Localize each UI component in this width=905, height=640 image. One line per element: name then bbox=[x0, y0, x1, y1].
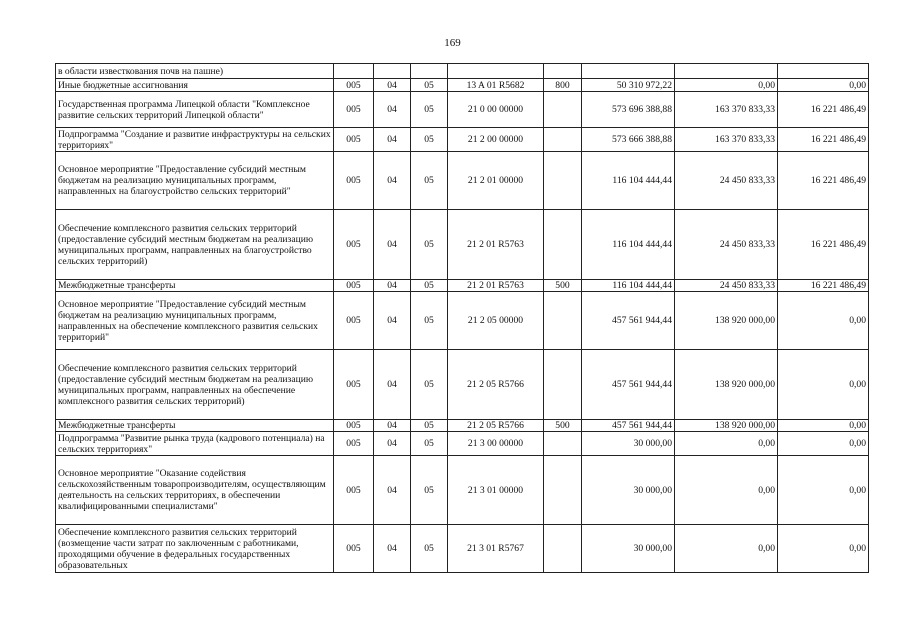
glava-code bbox=[334, 64, 374, 79]
subsection-code: 05 bbox=[411, 128, 448, 152]
amount-year-1: 116 104 444,44 bbox=[582, 152, 675, 210]
target-article-code: 21 2 01 R5763 bbox=[448, 210, 544, 280]
amount-year-2: 138 920 000,00 bbox=[675, 292, 778, 350]
target-article-code: 21 2 05 R5766 bbox=[448, 350, 544, 420]
amount-year-3: 0,00 bbox=[778, 432, 869, 456]
amount-year-3 bbox=[778, 64, 869, 79]
glava-code: 005 bbox=[334, 210, 374, 280]
expense-type-code bbox=[544, 432, 582, 456]
row-name: Обеспечение комплексного развития сельских территорий (предоставление субсидий местным бюджетам на реализацию муниципальных программ, направленных на благоустройство сельских территорий) bbox=[56, 210, 334, 280]
amount-year-3: 16 221 486,49 bbox=[778, 210, 869, 280]
table-row bbox=[56, 350, 869, 420]
amount-year-3: 16 221 486,49 bbox=[778, 280, 869, 292]
row-name: Основное мероприятие "Предоставление субсидий местным бюджетам на реализацию муниципальных программ, направленных на благоустройство сельских территорий" bbox=[56, 152, 334, 210]
amount-year-3: 0,00 bbox=[778, 79, 869, 92]
amount-year-1: 50 310 972,22 bbox=[582, 79, 675, 92]
glava-code: 005 bbox=[334, 420, 374, 432]
expense-type-code bbox=[544, 152, 582, 210]
target-article-code: 13 A 01 R5682 bbox=[448, 79, 544, 92]
section-code: 04 bbox=[374, 456, 411, 525]
expense-type-code: 500 bbox=[544, 420, 582, 432]
amount-year-1: 573 666 388,88 bbox=[582, 128, 675, 152]
row-name: Обеспечение комплексного развития сельских территорий (возмещение части затрат по заключенным с работниками, проходящими обучение в федеральных государственных образовательных bbox=[56, 525, 334, 573]
table-row bbox=[56, 128, 869, 152]
amount-year-3: 16 221 486,49 bbox=[778, 128, 869, 152]
section-code: 04 bbox=[374, 525, 411, 573]
amount-year-3: 0,00 bbox=[778, 292, 869, 350]
subsection-code: 05 bbox=[411, 525, 448, 573]
target-article-code: 21 2 01 00000 bbox=[448, 152, 544, 210]
section-code bbox=[374, 64, 411, 79]
target-article-code: 21 2 01 R5763 bbox=[448, 280, 544, 292]
table-row bbox=[56, 420, 869, 432]
amount-year-1: 457 561 944,44 bbox=[582, 292, 675, 350]
amount-year-1: 116 104 444,44 bbox=[582, 210, 675, 280]
subsection-code: 05 bbox=[411, 92, 448, 128]
table-row bbox=[56, 432, 869, 456]
amount-year-2: 0,00 bbox=[675, 456, 778, 525]
target-article-code: 21 2 05 R5766 bbox=[448, 420, 544, 432]
glava-code: 005 bbox=[334, 79, 374, 92]
amount-year-1: 116 104 444,44 bbox=[582, 280, 675, 292]
table-row bbox=[56, 292, 869, 350]
table-row bbox=[56, 152, 869, 210]
amount-year-1: 30 000,00 bbox=[582, 525, 675, 573]
subsection-code: 05 bbox=[411, 280, 448, 292]
section-code: 04 bbox=[374, 292, 411, 350]
expense-type-code bbox=[544, 525, 582, 573]
amount-year-3: 16 221 486,49 bbox=[778, 92, 869, 128]
section-code: 04 bbox=[374, 280, 411, 292]
row-name: Подпрограмма "Создание и развитие инфраструктуры на сельских территориях" bbox=[56, 128, 334, 152]
target-article-code: 21 0 00 00000 bbox=[448, 92, 544, 128]
subsection-code: 05 bbox=[411, 456, 448, 525]
expense-type-code bbox=[544, 292, 582, 350]
amount-year-3: 16 221 486,49 bbox=[778, 152, 869, 210]
section-code: 04 bbox=[374, 152, 411, 210]
expense-type-code bbox=[544, 456, 582, 525]
amount-year-3: 0,00 bbox=[778, 350, 869, 420]
glava-code: 005 bbox=[334, 128, 374, 152]
table-row bbox=[56, 210, 869, 280]
glava-code: 005 bbox=[334, 456, 374, 525]
subsection-code: 05 bbox=[411, 292, 448, 350]
subsection-code: 05 bbox=[411, 432, 448, 456]
glava-code: 005 bbox=[334, 432, 374, 456]
subsection-code: 05 bbox=[411, 79, 448, 92]
amount-year-2: 163 370 833,33 bbox=[675, 128, 778, 152]
target-article-code: 21 3 00 00000 bbox=[448, 432, 544, 456]
expense-type-code bbox=[544, 64, 582, 79]
row-name: Основное мероприятие "Оказание содействия сельскохозяйственным товаропроизводителям, осуществляющим деятельность на сельских территориях, в обеспечении квалифицированными специалистами" bbox=[56, 456, 334, 525]
row-name: Государственная программа Липецкой области "Комплексное развитие сельских территорий Липецкой области" bbox=[56, 92, 334, 128]
table-row bbox=[56, 64, 869, 79]
glava-code: 005 bbox=[334, 292, 374, 350]
expense-type-code bbox=[544, 350, 582, 420]
subsection-code: 05 bbox=[411, 210, 448, 280]
section-code: 04 bbox=[374, 128, 411, 152]
glava-code: 005 bbox=[334, 525, 374, 573]
amount-year-2: 0,00 bbox=[675, 432, 778, 456]
table-row bbox=[56, 525, 869, 573]
amount-year-2 bbox=[675, 64, 778, 79]
row-name: Межбюджетные трансферты bbox=[56, 280, 334, 292]
expense-type-code bbox=[544, 92, 582, 128]
row-name: в области известкования почв на пашне) bbox=[56, 64, 334, 79]
section-code: 04 bbox=[374, 432, 411, 456]
page-number: 169 bbox=[444, 37, 461, 49]
subsection-code: 05 bbox=[411, 152, 448, 210]
amount-year-3: 0,00 bbox=[778, 525, 869, 573]
amount-year-1 bbox=[582, 64, 675, 79]
amount-year-2: 0,00 bbox=[675, 79, 778, 92]
subsection-code bbox=[411, 64, 448, 79]
row-name: Основное мероприятие "Предоставление субсидий местным бюджетам на реализацию муниципальных программ, направленных на обеспечение комплексного развития сельских территорий" bbox=[56, 292, 334, 350]
budget-table bbox=[55, 63, 869, 573]
amount-year-2: 24 450 833,33 bbox=[675, 280, 778, 292]
row-name: Иные бюджетные ассигнования bbox=[56, 79, 334, 92]
section-code: 04 bbox=[374, 79, 411, 92]
amount-year-2: 24 450 833,33 bbox=[675, 152, 778, 210]
glava-code: 005 bbox=[334, 92, 374, 128]
glava-code: 005 bbox=[334, 350, 374, 420]
subsection-code: 05 bbox=[411, 350, 448, 420]
table-row bbox=[56, 456, 869, 525]
glava-code: 005 bbox=[334, 280, 374, 292]
amount-year-2: 163 370 833,33 bbox=[675, 92, 778, 128]
table-row bbox=[56, 92, 869, 128]
section-code: 04 bbox=[374, 92, 411, 128]
target-article-code: 21 2 05 00000 bbox=[448, 292, 544, 350]
target-article-code bbox=[448, 64, 544, 79]
section-code: 04 bbox=[374, 420, 411, 432]
target-article-code: 21 2 00 00000 bbox=[448, 128, 544, 152]
target-article-code: 21 3 01 R5767 bbox=[448, 525, 544, 573]
amount-year-1: 30 000,00 bbox=[582, 456, 675, 525]
amount-year-1: 573 696 388,88 bbox=[582, 92, 675, 128]
target-article-code: 21 3 01 00000 bbox=[448, 456, 544, 525]
amount-year-2: 24 450 833,33 bbox=[675, 210, 778, 280]
amount-year-1: 457 561 944,44 bbox=[582, 420, 675, 432]
row-name: Межбюджетные трансферты bbox=[56, 420, 334, 432]
table-row bbox=[56, 280, 869, 292]
expense-type-code bbox=[544, 128, 582, 152]
glava-code: 005 bbox=[334, 152, 374, 210]
row-name: Подпрограмма "Развитие рынка труда (кадрового потенциала) на сельских территориях" bbox=[56, 432, 334, 456]
section-code: 04 bbox=[374, 350, 411, 420]
section-code: 04 bbox=[374, 210, 411, 280]
amount-year-2: 138 920 000,00 bbox=[675, 420, 778, 432]
amount-year-2: 138 920 000,00 bbox=[675, 350, 778, 420]
expense-type-code: 500 bbox=[544, 280, 582, 292]
amount-year-2: 0,00 bbox=[675, 525, 778, 573]
row-name: Обеспечение комплексного развития сельских территорий (предоставление субсидий местным бюджетам на реализацию муниципальных программ, направленных на обеспечение комплексного развития сельских территорий) bbox=[56, 350, 334, 420]
table-row bbox=[56, 79, 869, 92]
expense-type-code: 800 bbox=[544, 79, 582, 92]
amount-year-1: 30 000,00 bbox=[582, 432, 675, 456]
amount-year-1: 457 561 944,44 bbox=[582, 350, 675, 420]
subsection-code: 05 bbox=[411, 420, 448, 432]
expense-type-code bbox=[544, 210, 582, 280]
amount-year-3: 0,00 bbox=[778, 456, 869, 525]
amount-year-3: 0,00 bbox=[778, 420, 869, 432]
